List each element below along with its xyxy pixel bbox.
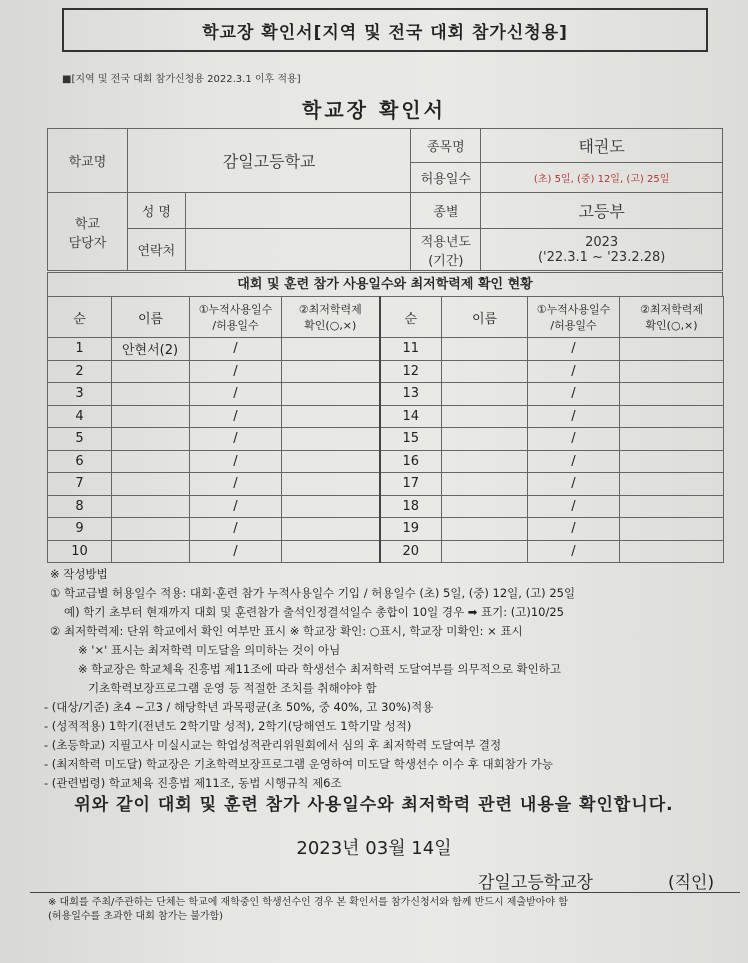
header-box: 학교장 확인서[지역 및 전국 대회 참가신청용] xyxy=(62,8,708,52)
row-name-right xyxy=(442,473,528,496)
notes-heading: ※ 작성방법 xyxy=(50,567,108,581)
note-2d: 기초학력보장프로그램 운영 등 적절한 조치를 취해야야 함 xyxy=(88,681,377,695)
col-grade-right-line-1: ②최저학력제 xyxy=(640,303,703,316)
row-days-right: / xyxy=(528,495,620,518)
footnote-line-2: (허용일수를 초과한 대회 참가는 불가함) xyxy=(48,911,224,922)
row-no: 8 xyxy=(48,495,112,518)
row-name xyxy=(112,383,190,406)
row-days-right: / xyxy=(528,518,620,541)
footnote-line-1: ※ 대회를 주최/주관하는 단체는 학교에 재학중인 학생선수인 경우 본 확인서를 참가신청서와 함께 반드시 제출받아야 함 xyxy=(48,897,568,908)
row-name-right xyxy=(442,540,528,563)
note-target: - (대상/기준) 초4 ~고3 / 해당학년 과목평균(초 50%, 중 40%, 고 30%)적용 xyxy=(44,700,434,714)
row-days-right: / xyxy=(528,338,620,361)
status-table-heading: 대회 및 훈련 참가 사용일수와 최저학력제 확인 현황 xyxy=(47,272,723,296)
issue-date: 2023년 03월 14일 xyxy=(296,838,452,859)
row-no-right: 11 xyxy=(380,338,442,361)
row-name-right xyxy=(442,405,528,428)
row-grade-right xyxy=(620,405,724,428)
table-row xyxy=(48,540,724,563)
col-grade-line-1: ②최저학력제 xyxy=(298,303,362,316)
table-row xyxy=(48,428,724,451)
row-days-right: / xyxy=(528,360,620,383)
row-name-right xyxy=(442,338,528,361)
col-no: 순 xyxy=(48,297,112,338)
row-name xyxy=(112,428,190,451)
row-grade-right xyxy=(620,383,724,406)
col-days-right xyxy=(528,297,620,338)
note-1b: 예) 학기 초부터 현재까지 대회 및 훈련참가 출석인정결석일수 총합이 10일 경우 ➡ 표기: (고)10/25 xyxy=(64,605,564,619)
row-days: / xyxy=(190,540,282,563)
event-label: 종목명 xyxy=(411,129,481,163)
col-name: 이름 xyxy=(112,297,190,338)
row-grade xyxy=(282,360,380,383)
row-grade-right xyxy=(620,428,724,451)
row-grade-right xyxy=(620,495,724,518)
event-value: 태권도 xyxy=(481,129,723,163)
document-title: 학교장 확인서 xyxy=(302,98,446,122)
note-below-minimum: - (최저학력 미도달) 학교장은 기초학력보장프로그램 운영하여 미도달 학생선수 이수 후 대회참가 가능 xyxy=(44,757,553,771)
row-days: / xyxy=(190,450,282,473)
row-no-right: 19 xyxy=(380,518,442,541)
note-related-law: - (관련법령) 학교체육 진흥법 제11조, 동법 시행규칙 제6조 xyxy=(44,776,342,790)
row-name xyxy=(112,518,190,541)
row-name-right xyxy=(442,428,528,451)
year-value: 2023 xyxy=(585,234,619,250)
row-grade xyxy=(282,473,380,496)
row-no: 7 xyxy=(48,473,112,496)
row-name-right xyxy=(442,450,528,473)
contact-name-value xyxy=(185,193,411,229)
note-2a: ② 최저학력제: 단위 학교에서 확인 여부만 표시 ※ 학교장 확인: ○표시, 학교장 미확인: × 표시 xyxy=(50,624,523,638)
table-row xyxy=(48,518,724,541)
row-name-right xyxy=(442,518,528,541)
row-no-right: 16 xyxy=(380,450,442,473)
row-name xyxy=(112,473,190,496)
year-label-line-2: (기간) xyxy=(428,253,464,269)
row-no: 3 xyxy=(48,383,112,406)
row-grade xyxy=(282,428,380,451)
period-value: ('22.3.1 ~ '23.2.28) xyxy=(537,249,666,265)
row-grade xyxy=(282,518,380,541)
row-no: 10 xyxy=(48,540,112,563)
contact-label-line-2: 담당자 xyxy=(68,235,107,251)
contact-label xyxy=(48,193,128,271)
school-name-value: 감일고등학교 xyxy=(127,129,411,193)
table-row xyxy=(48,495,724,518)
col-no-right: 순 xyxy=(380,297,442,338)
table-row xyxy=(48,338,724,361)
footer-divider xyxy=(30,892,740,893)
col-days-right-line-1: ①누적사용일수 xyxy=(536,303,611,316)
allowed-days-label: 허용일수 xyxy=(411,163,481,193)
confirmation-statement: 위와 같이 대회 및 훈련 참가 사용일수와 최저학력 관련 내용을 확인합니다. xyxy=(74,795,674,815)
row-no-right: 17 xyxy=(380,473,442,496)
row-grade-right xyxy=(620,540,724,563)
row-no: 2 xyxy=(48,360,112,383)
row-days-right: / xyxy=(528,405,620,428)
row-days: / xyxy=(190,405,282,428)
note-grade-apply: - (성적적용) 1학기(전년도 2학기말 성적), 2학기(당해연도 1학기말 성적) xyxy=(44,719,412,733)
col-days-line-1: ①누적사용일수 xyxy=(198,303,273,316)
year-label xyxy=(411,229,481,271)
row-no-right: 12 xyxy=(380,360,442,383)
row-days-right: / xyxy=(528,473,620,496)
row-days: / xyxy=(190,495,282,518)
col-days xyxy=(190,297,282,338)
row-days: / xyxy=(190,428,282,451)
row-days: / xyxy=(190,473,282,496)
writing-instructions xyxy=(44,565,730,793)
status-table xyxy=(47,296,724,563)
row-days: / xyxy=(190,383,282,406)
row-grade-right xyxy=(620,450,724,473)
row-days-right: / xyxy=(528,428,620,451)
official-seal-label: (직인) xyxy=(668,873,715,893)
row-no: 4 xyxy=(48,405,112,428)
table-row xyxy=(48,473,724,496)
row-grade xyxy=(282,450,380,473)
col-grade xyxy=(282,297,380,338)
contact-name-label: 성 명 xyxy=(127,193,185,229)
row-days: / xyxy=(190,518,282,541)
row-no: 1 xyxy=(48,338,112,361)
col-grade-right xyxy=(620,297,724,338)
row-name-right xyxy=(442,383,528,406)
row-no: 6 xyxy=(48,450,112,473)
gender-value: 고등부 xyxy=(481,193,723,229)
row-days-right: / xyxy=(528,383,620,406)
year-label-line-1: 적용년도 xyxy=(420,234,471,250)
row-name xyxy=(112,450,190,473)
row-no-right: 13 xyxy=(380,383,442,406)
year-cell xyxy=(481,229,723,271)
row-grade xyxy=(282,338,380,361)
row-grade-right xyxy=(620,338,724,361)
table-row xyxy=(48,383,724,406)
application-notice: ■[지역 및 전국 대회 참가신청용 2022.3.1 이후 적용] xyxy=(62,74,301,85)
row-days-right: / xyxy=(528,540,620,563)
contact-phone-label: 연락처 xyxy=(127,229,185,271)
row-name-right xyxy=(442,495,528,518)
principal-signature: 감일고등학교장 xyxy=(478,873,593,893)
col-grade-right-line-2: 확인(○,×) xyxy=(645,319,698,332)
note-2b: ※ '×' 표시는 최저학력 미도달을 의미하는 것이 아님 xyxy=(78,643,341,657)
col-name-right: 이름 xyxy=(442,297,528,338)
allowed-days-value: (초) 5일, (중) 12일, (고) 25일 xyxy=(481,163,723,193)
row-days: / xyxy=(190,360,282,383)
row-name xyxy=(112,360,190,383)
row-no-right: 15 xyxy=(380,428,442,451)
row-no: 5 xyxy=(48,428,112,451)
gender-label: 종별 xyxy=(411,193,481,229)
row-grade xyxy=(282,495,380,518)
table-row xyxy=(48,405,724,428)
note-2c: ※ 학교장은 학교체육 진흥법 제11조에 따라 학생선수 최저학력 도달여부를 의무적으로 확인하고 xyxy=(78,662,561,676)
note-1a: ① 학교급별 허용일수 적용: 대회·훈련 참가 누적사용일수 기입 / 허용일수 (초) 5일, (중) 12일, (고) 25일 xyxy=(50,586,576,600)
row-no-right: 20 xyxy=(380,540,442,563)
row-grade-right xyxy=(620,518,724,541)
row-grade-right xyxy=(620,360,724,383)
row-no-right: 14 xyxy=(380,405,442,428)
info-table xyxy=(47,128,723,271)
row-grade xyxy=(282,405,380,428)
row-name xyxy=(112,540,190,563)
col-grade-line-2: 확인(○,×) xyxy=(304,319,357,332)
col-days-right-line-2: /허용일수 xyxy=(550,319,597,332)
status-header-row xyxy=(48,297,724,338)
table-row xyxy=(48,450,724,473)
row-no-right: 18 xyxy=(380,495,442,518)
row-name-right xyxy=(442,360,528,383)
row-name xyxy=(112,405,190,428)
row-days: / xyxy=(190,338,282,361)
contact-label-line-1: 학교 xyxy=(74,216,100,232)
row-grade xyxy=(282,383,380,406)
contact-phone-value xyxy=(185,229,411,271)
row-name xyxy=(112,495,190,518)
school-name-label: 학교명 xyxy=(48,129,128,193)
table-row xyxy=(48,360,724,383)
row-grade xyxy=(282,540,380,563)
col-days-line-2: /허용일수 xyxy=(212,319,259,332)
note-elementary: - (초등학교) 지필고사 미실시교는 학업성적관리위원회에서 심의 후 최저학력 도달여부 결정 xyxy=(44,738,502,752)
row-grade-right xyxy=(620,473,724,496)
row-name: 안현서(2) xyxy=(112,338,190,361)
footnote xyxy=(48,896,738,924)
row-no: 9 xyxy=(48,518,112,541)
row-days-right: / xyxy=(528,450,620,473)
